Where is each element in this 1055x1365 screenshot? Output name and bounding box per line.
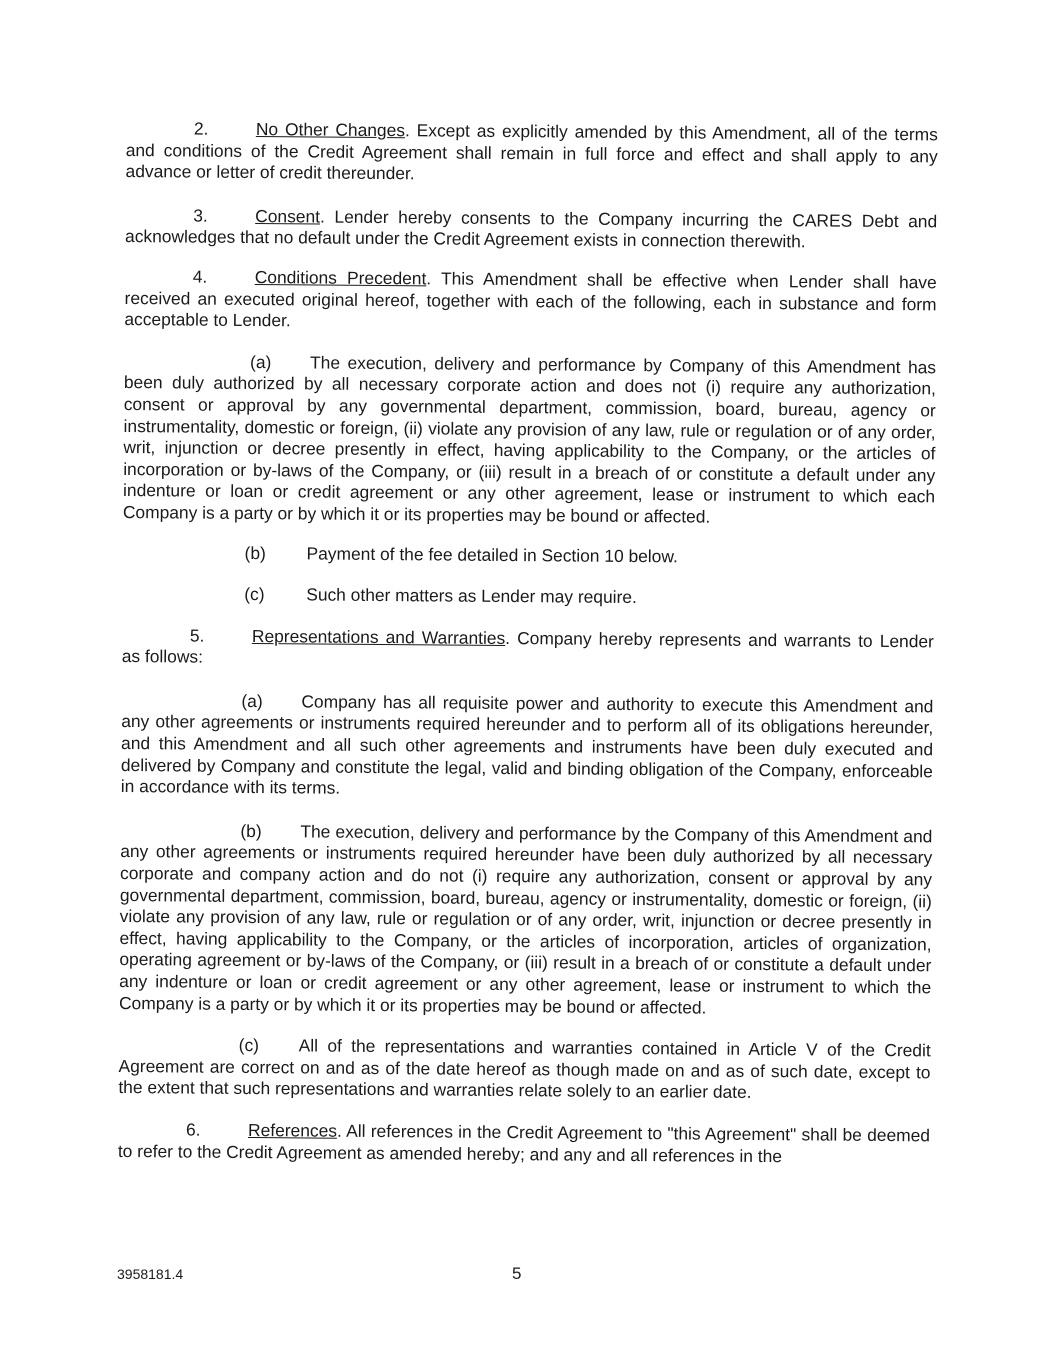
section-4c-label: (c) xyxy=(244,584,265,605)
section-4b-text: Payment of the fee detailed in Section 10 below. xyxy=(306,542,678,566)
section-5a-label: (a) xyxy=(241,690,263,711)
section-4-text: . This Amendment shall be effective when Lender shall have received an executed original hereof, together with each of the following, each in substance and form acceptable to Lender. xyxy=(124,268,937,331)
section-5b-paragraph xyxy=(119,820,933,1021)
section-3-text: . Lender hereby consents to the Company incurring the CARES Debt and acknowledges that no default under the Credit Agreement exists in connection therewith. xyxy=(124,206,938,252)
section-5-heading: Representations and Warranties xyxy=(251,625,506,648)
section-2-number: 2. xyxy=(193,118,209,139)
section-4a-text: The execution, delivery and performance by Company of this Amendment has been duly authorized by all necessary corporate action and does not (i) require any authorization, consent or approval by any governmental department, commission, board, bureau, agency or instrumentality, domestic or foreign, (ii) violate any provision of any law, rule or regulation or of any order, writ, injunction or decree presently in effect, having applicability to the Company, or the articles of incorporation or by-laws of the Company, or (iii) result in a breach of or constitute a default under any indenture or loan or credit agreement or any other agreement, lease or instrument to which each Company is a party or by which it or its properties may be bound or affected. xyxy=(122,352,937,527)
section-5-text: . Company hereby represents and warrants to Lender as follows: xyxy=(121,627,934,667)
section-6-number: 6. xyxy=(185,1119,201,1140)
section-4c-paragraph xyxy=(122,583,934,611)
section-6-paragraph xyxy=(118,1119,930,1169)
section-4b-paragraph xyxy=(123,541,935,569)
section-5c-text: All of the representations and warranties contained in Article V of the Credit Agreement are correct on and as of the date hereof as though made on and as of such date, except to the extent that such representations and warranties relate solely to an earlier date. xyxy=(118,1035,931,1103)
section-6-heading: References xyxy=(247,1119,338,1141)
section-5c-label: (c) xyxy=(238,1035,260,1056)
section-5a-text: Company has all requisite power and authority to execute this Amendment and any other agreements or instruments required hereunder and to perform all of its obligations hereunder, and this Amendment and all such other agreements and instruments have been duly executed and delivered by Company and constitute the legal, valid and binding obligation of the Company, enforceable in accordance with its terms. xyxy=(120,691,934,798)
section-2-heading: No Other Changes xyxy=(255,119,406,141)
section-5-paragraph xyxy=(122,625,934,675)
section-4-number: 4. xyxy=(192,266,208,287)
section-6-text: . All references in the Credit Agreement to "this Agreement" shall be deemed to refer to the Credit Agreement as amended hereby; and any and all references in the xyxy=(117,1120,931,1166)
section-5c-paragraph xyxy=(118,1034,930,1105)
section-2-text: . Except as explicitly amended by this Amendment, all of the terms and conditions of the Credit Agreement shall remain in full force and effect and shall apply to any advance or letter of credit thereunder. xyxy=(125,120,938,184)
section-4-paragraph xyxy=(124,266,936,337)
section-4a-label: (a) xyxy=(250,351,272,372)
page-number: 5 xyxy=(512,1264,522,1283)
document-id: 3958181.4 xyxy=(117,1266,184,1282)
section-4a-paragraph xyxy=(123,351,936,530)
document-body xyxy=(118,118,938,1169)
section-5b-label: (b) xyxy=(240,820,262,841)
section-4c-text: Such other matters as Lender may require. xyxy=(306,584,637,608)
section-3-paragraph xyxy=(125,205,937,255)
section-3-heading: Consent xyxy=(255,205,321,227)
section-5b-text: The execution, delivery and performance by the Company of this Amendment and any other agreements or instruments required hereunder have been duly authorized by all necessary corporate and company action and do not (i) require any authorization, consent or approval by any governmental department, commission, board, bureau, agency or instrumentality, domestic or foreign, (ii) violate any provision of any law, rule or regulation or of any order, writ, injunction or decree presently in effect, having applicability to the Company, or the articles of incorporation, articles of organization, operating agreement or by-laws of the Company, or (iii) result in a breach of or constitute a default under any indenture or loan or credit agreement or any other agreement, lease or instrument to which the Company is a party or by which it or its properties may be bound or affected. xyxy=(118,821,933,1018)
section-2-paragraph xyxy=(125,118,937,189)
section-4-heading: Conditions Precedent xyxy=(254,266,427,289)
section-3-number: 3. xyxy=(193,205,208,226)
section-4b-label: (b) xyxy=(244,542,266,563)
section-5-number: 5. xyxy=(189,625,205,646)
section-5a-paragraph xyxy=(121,690,934,804)
